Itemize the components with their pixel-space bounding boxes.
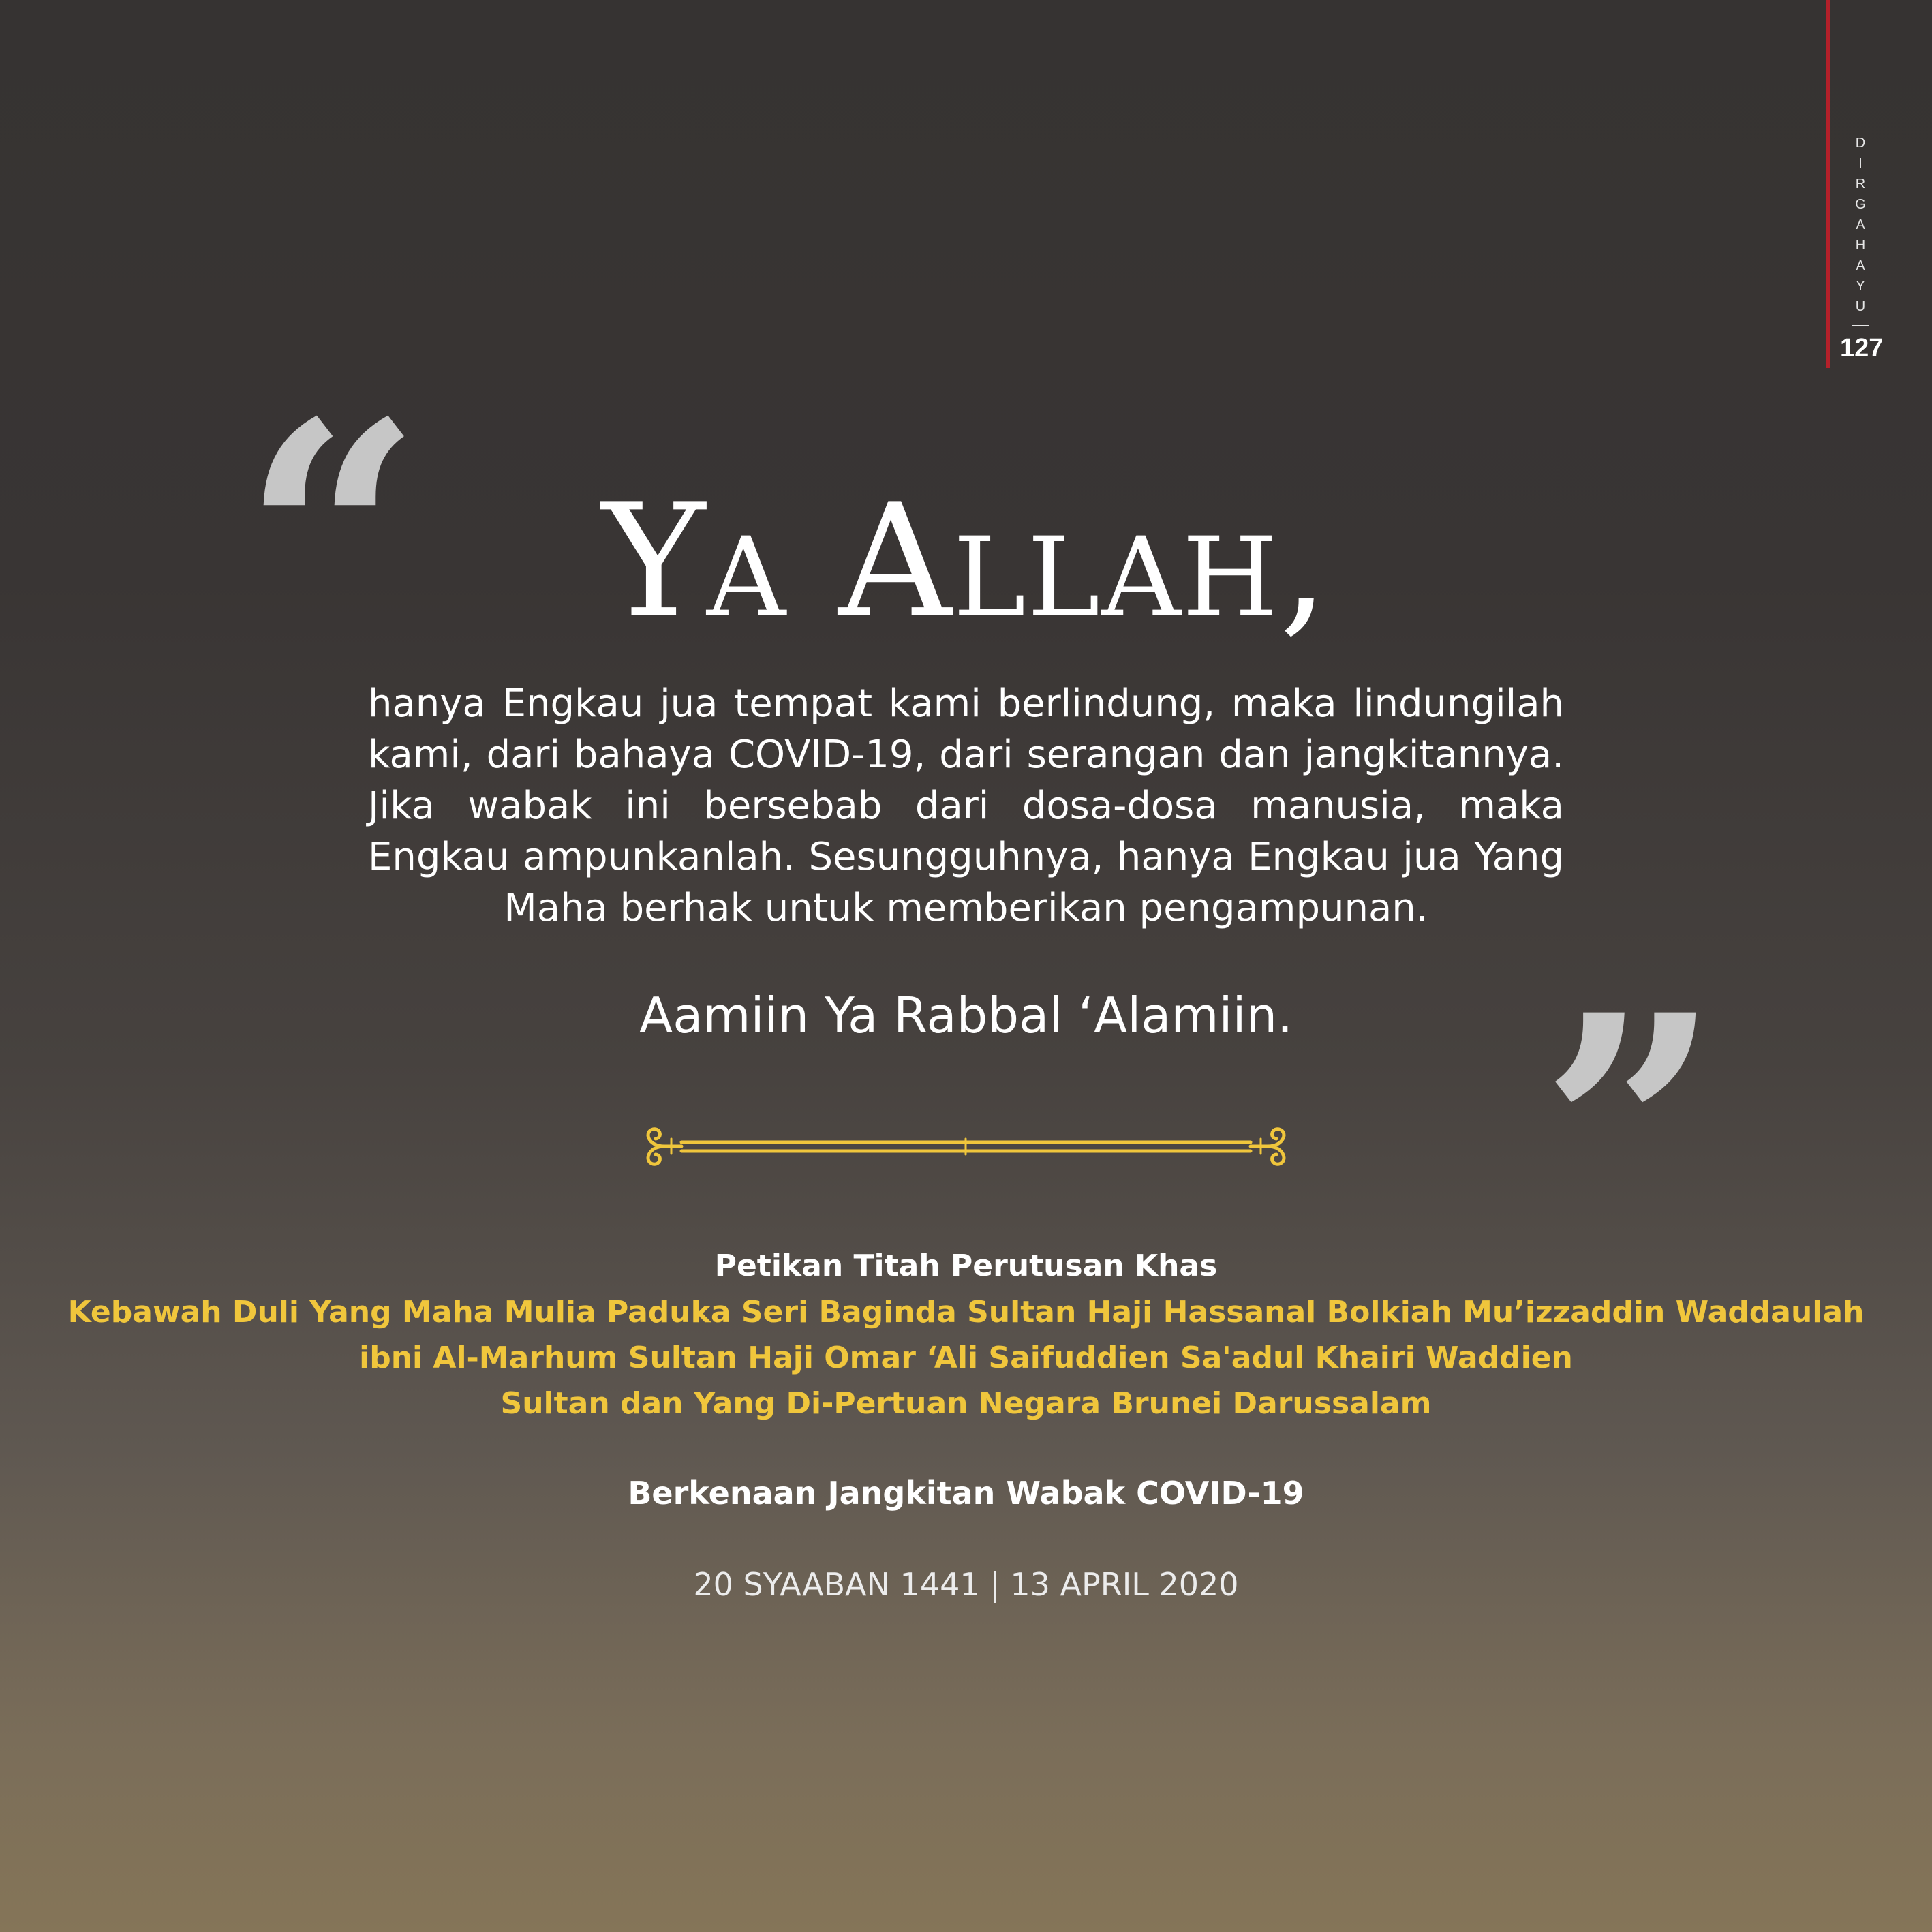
caption-intro: Petikan Titah Perutusan Khas [714, 1248, 1218, 1283]
vertical-letter: H [1855, 238, 1866, 253]
vertical-letter: U [1855, 299, 1866, 314]
speaker-line: Sultan dan Yang Di-Pertuan Negara Brunei Darussalam [500, 1386, 1432, 1421]
open-quote-mark: “ [242, 354, 423, 722]
close-quote-mark: ” [1540, 947, 1721, 1315]
quote-body: hanya Engkau jua tempat kami berlindung, maka lindungilah kami, dari bahaya COVID-19, dari serangan dan jangkitannya. Jika wabak ini bersebab dari dosa-dosa manusia, maka Engkau ampunkanlah. Sesungguhnya, hanya Engkau jua Yang Maha berhak untuk memberikan pengampunan. [368, 681, 1564, 930]
side-divider [1852, 325, 1869, 326]
side-accent-rule [1826, 0, 1830, 368]
caption-date: 20 SYAABAN 1441 | 13 APRIL 2020 [693, 1566, 1239, 1603]
vertical-letter: A [1856, 217, 1865, 232]
ornamental-divider [634, 1121, 1298, 1172]
vertical-letter: A [1856, 258, 1865, 273]
page-number: 127 [1840, 334, 1884, 363]
speaker-title [41, 1289, 1891, 1426]
vertical-letter: R [1855, 177, 1866, 191]
vertical-letter: I [1858, 156, 1862, 171]
vertical-letter: G [1855, 197, 1866, 212]
quote-title: Ya Allah, [602, 471, 1330, 653]
speaker-line: ibni Al-Marhum Sultan Haji Omar ‘Ali Saifuddien Sa'adul Khairi Waddien [359, 1340, 1573, 1375]
vertical-letter: Y [1856, 279, 1865, 294]
side-header [1840, 133, 1884, 363]
caption-subject: Berkenaan Jangkitan Wabak COVID-19 [628, 1475, 1304, 1512]
vertical-word [1840, 133, 1881, 317]
speaker-line: Kebawah Duli Yang Maha Mulia Paduka Seri Baginda Sultan Haji Hassanal Bolkiah Mu’izzaddin Waddaulah [67, 1295, 1865, 1330]
vertical-letter: D [1855, 136, 1866, 151]
quote-closing: Aamiin Ya Rabbal ‘Alamiin. [639, 987, 1293, 1044]
